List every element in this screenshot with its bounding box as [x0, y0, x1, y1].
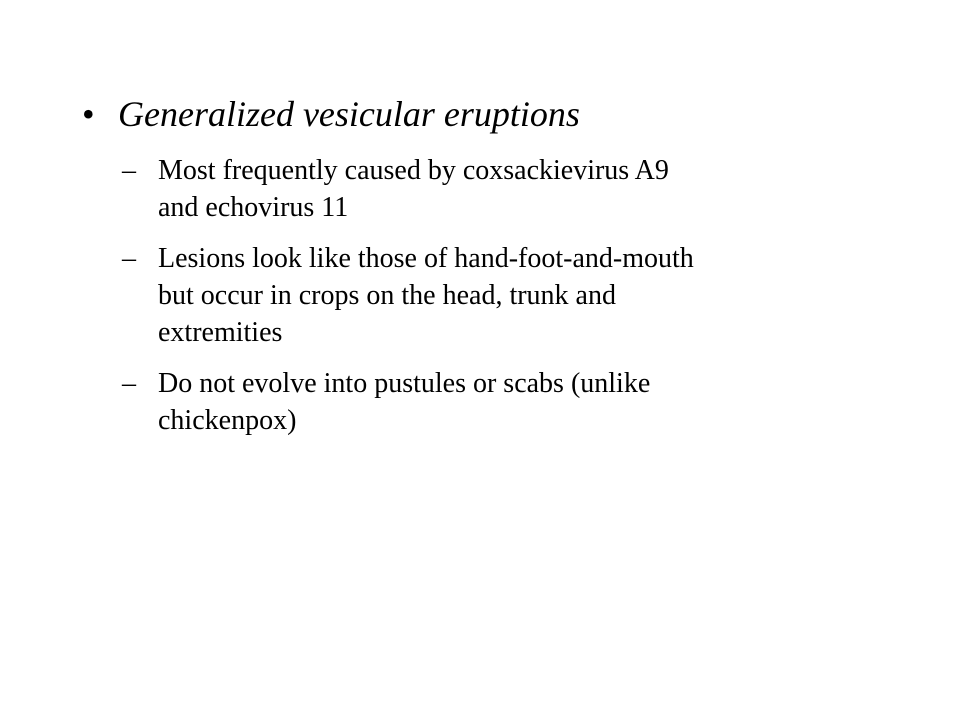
sub-bullet-text — [158, 240, 882, 351]
sub-bullet-list — [122, 152, 882, 453]
sub-bullet-text — [158, 365, 882, 439]
sub-bullet-item — [122, 240, 882, 351]
text-line: chickenpox) — [158, 405, 297, 436]
dash-icon: – — [122, 243, 136, 274]
main-bullet — [82, 90, 902, 138]
dash-icon: – — [122, 155, 136, 186]
text-line: extremities — [158, 317, 283, 348]
main-bullet-text: Generalized vesicular eruptions — [118, 94, 580, 134]
text-line: Do not evolve into pustules or scabs (unlike — [158, 368, 651, 399]
text-line: but occur in crops on the head, trunk and — [158, 280, 616, 311]
text-line: and echovirus 11 — [158, 192, 349, 223]
dash-icon: – — [122, 368, 136, 399]
bullet-icon: • — [82, 94, 95, 134]
sub-bullet-text — [158, 152, 882, 226]
sub-bullet-item — [122, 152, 882, 226]
text-line: Most frequently caused by coxsackievirus A9 — [158, 155, 669, 186]
sub-bullet-item — [122, 365, 882, 439]
text-line: Lesions look like those of hand-foot-and-mouth — [158, 243, 694, 274]
